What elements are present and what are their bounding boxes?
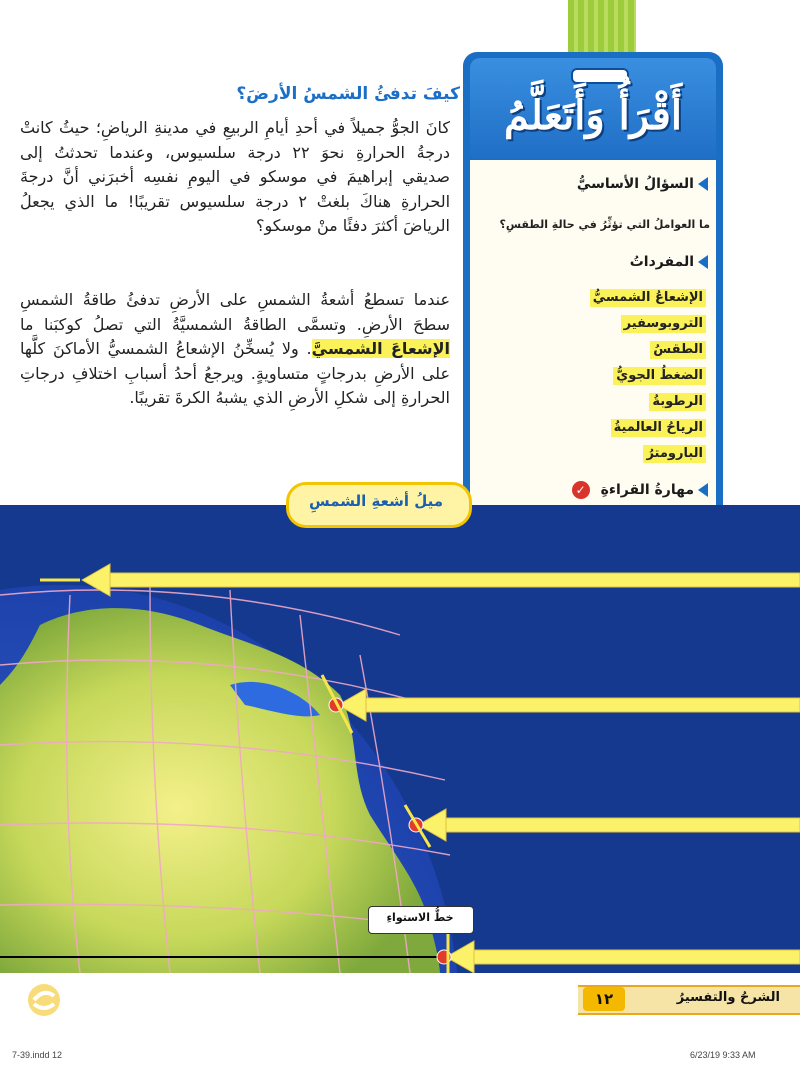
figure-title: ميلُ أشعةِ الشمسِ (309, 492, 443, 510)
paragraph-2-end: . ولا يُسخِّنُ الإشعاعُ الشمسيُّ الأماكنَ كلَّها على الأرضِ بدرجاتٍ متساويةٍ. ويرجعُ أحدُ أسبابِ اختلافِ درجاتِ الحرارةِ إلى شكلِ الأرضِ الذي يشبهُ الكرةَ تقريبًا. (20, 339, 450, 407)
footer-section-title: الشرحُ والتفسيرُ (676, 990, 780, 1005)
paragraph-1: كانَ الجوُّ جميلاً في أحدِ أيامِ الربيعِ في مدينةِ الرياضِ؛ حيثُ كانتْ درجةُ الحرارةِ نحوَ ٢٢ درجة سلسيوس، وعندما تحدثتُ إلى صديقي إبراهيمَ في موسكو في اليومِ نفسِه أخبرَني أنَّ درجةَ الحرارةِ هناكَ بلغتْ ٢ درجة سلسيوس تقريبًا! ما الذي يجعلُ الرياضَ أكثرَ دفئًا منْ موسكو؟ (20, 118, 451, 235)
essential-question-label: السؤالُ الأساسيُّ (576, 176, 694, 192)
vocabulary-list (478, 286, 706, 468)
vocab-item: البارومترُ (643, 445, 706, 463)
vocab-item: الضغطُ الجويُّ (613, 367, 706, 385)
reading-skill-heading (478, 481, 708, 499)
vocab-item: الرياحُ العالميةُ (611, 419, 706, 437)
vocabulary-heading (478, 254, 708, 270)
vocab-item: الرطوبةُ (649, 393, 706, 411)
checkmark-icon: ✓ (572, 481, 590, 499)
section-heading: كيفَ تدفئُ الشمسُ الأرضَ؟ (236, 84, 460, 104)
equator-label: خطُّ الاستواءِ (386, 911, 454, 924)
globe-figure (0, 505, 800, 973)
sun-ray-shaft (470, 950, 800, 964)
print-slug-left: 7-39.indd 12 (12, 1050, 63, 1060)
highlighted-term: الإشعاعَ الشمسيَّ (311, 339, 451, 358)
bookmark-ribbon (568, 0, 636, 60)
card-title: أَقْرَأُ وَأَتَعَلَّمُ (503, 92, 683, 139)
arrow-icon (698, 483, 708, 497)
print-slug-right: 6/23/19 9:33 AM (690, 1050, 756, 1060)
arrow-icon (698, 255, 708, 269)
vocab-item: الطقسُ (650, 341, 706, 359)
arrow-icon (698, 177, 708, 191)
publisher-logo (24, 982, 64, 1018)
sun-ray-shaft (442, 818, 800, 832)
vocab-item: الإشعاعُ الشمسيُّ (590, 289, 706, 307)
sun-ray-shaft (106, 573, 800, 587)
reading-skill-label: مهارةُ القراءةِ (600, 482, 694, 498)
essential-question-text: ما العواملُ التي تؤثِّرُ في حالةِ الطقسِ؟ (499, 218, 710, 231)
paragraph-2 (20, 288, 450, 411)
page-number: ١٢ (594, 990, 614, 1008)
card-hole (571, 68, 629, 84)
sun-ray-shaft (362, 698, 800, 712)
paragraph-2-start: عندما تسطعُ أشعةُ الشمسِ على الأرضِ تدفئُ طاقةُ الشمسِ سطحَ الأرضِ. وتسمَّى الطاقةُ الشمسيَّةُ التي تصلُ كوكبَنا ما (20, 290, 450, 334)
essential-question-heading (478, 176, 708, 192)
vocabulary-label: المفرداتُ (629, 254, 694, 270)
vocab-item: التروبوسفير (621, 315, 706, 333)
